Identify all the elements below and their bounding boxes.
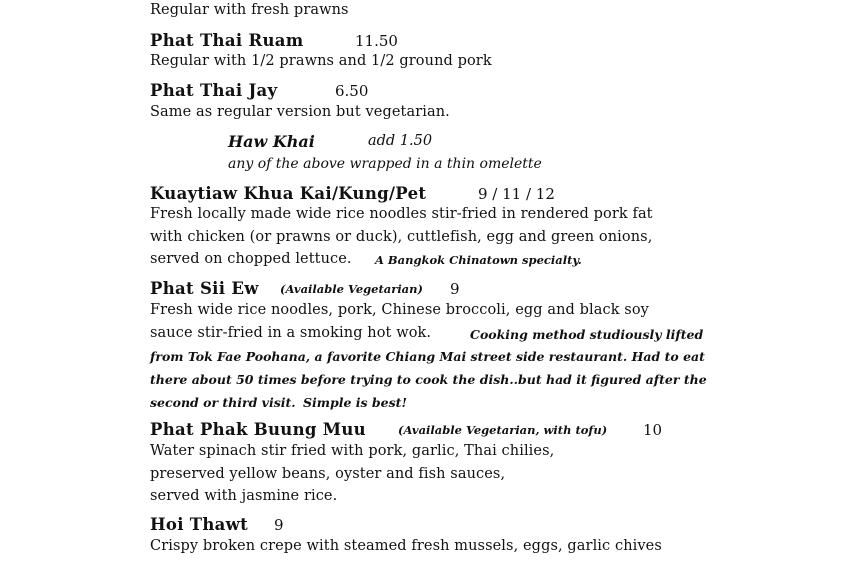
item-tag: (Available Vegetarian)	[280, 282, 423, 296]
item-price: 11.50	[355, 32, 398, 50]
item-name-phat-sii-ew: Phat Sii Ew	[150, 279, 259, 298]
item-desc: Fresh wide rice noodles, pork, Chinese broccoli, egg and black soy	[150, 302, 649, 318]
item-name-hoi-thawt: Hoi Thawt	[150, 515, 249, 534]
item-note: from Tok Fae Poohana, a favorite Chiang Mai street side restaurant. Had to eat	[150, 349, 705, 364]
item-desc: Crispy broken crepe with steamed fresh mussels, eggs, garlic chives	[150, 538, 662, 554]
item-desc: Same as regular version but vegetarian.	[150, 104, 450, 120]
item-name-phat-thai-jay: Phat Thai Jay	[150, 81, 278, 100]
item-note: Simple is best!	[303, 395, 407, 410]
item-price: 10	[643, 421, 663, 439]
item-price: add 1.50	[368, 133, 433, 149]
item-price: 9	[274, 516, 284, 534]
item-desc: with chicken (or prawns or duck), cuttlefish, egg and green onions,	[150, 229, 653, 245]
item-desc: served with jasmine rice.	[150, 488, 338, 504]
item-desc: Regular with 1/2 prawns and 1/2 ground pork	[150, 53, 492, 69]
item-price: 6.50	[335, 82, 369, 100]
item-name-haw-khai: Haw Khai	[228, 132, 315, 151]
item-desc: served on chopped lettuce.	[150, 251, 352, 267]
item-desc: Regular with fresh prawns	[150, 2, 349, 18]
item-desc: Water spinach stir fried with pork, garlic, Thai chilies,	[150, 443, 555, 459]
item-note: Cooking method studiously lifted	[470, 327, 704, 342]
item-tag: (Available Vegetarian, with tofu)	[398, 423, 608, 437]
item-desc: any of the above wrapped in a thin omelette	[228, 156, 542, 172]
item-price: 9 / 11 / 12	[478, 185, 555, 203]
item-price: 9	[450, 280, 460, 298]
item-name-phat-thai-ruam: Phat Thai Ruam	[150, 31, 304, 50]
item-desc: preserved yellow beans, oyster and fish sauces,	[150, 466, 506, 482]
item-desc: Fresh locally made wide rice noodles stir-fried in rendered pork fat	[150, 206, 653, 222]
item-note: second or third visit.	[150, 395, 296, 410]
item-name-kuaytiaw-khua: Kuaytiaw Khua Kai/Kung/Pet	[150, 184, 427, 203]
item-desc: sauce stir-fried in a smoking hot wok.	[150, 325, 432, 341]
item-name-phat-phak-buung-muu: Phat Phak Buung Muu	[150, 420, 366, 439]
item-note: there about 50 times before trying to cook the dish..but had it figured after the	[150, 372, 707, 387]
item-note: A Bangkok Chinatown specialty.	[375, 253, 582, 267]
